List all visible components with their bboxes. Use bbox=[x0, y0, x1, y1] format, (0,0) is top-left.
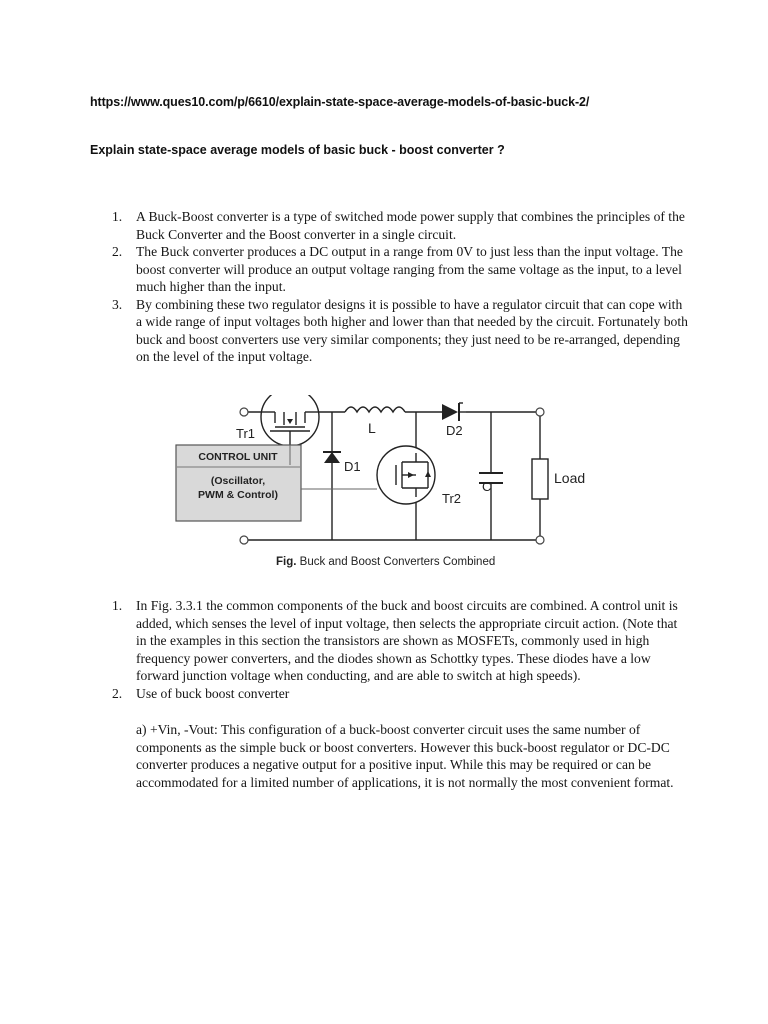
source-url[interactable]: https://www.ques10.com/p/6610/explain-state-space-average-models-of-basic-buck-2/ bbox=[90, 95, 590, 109]
tr2-label: Tr2 bbox=[442, 491, 462, 506]
buck-boost-circuit-diagram bbox=[170, 395, 600, 555]
caption-prefix: Fig. bbox=[276, 556, 297, 568]
list-item-text: By combining these two regulator designs it is possible to have a regulator circuit that can cope with a wide range of input voltages both higher and lower than that needed by the circuit. Fortunately both buck and boost converters use very similar components; they just need to be re-arranged, depending on the level of the input voltage. bbox=[136, 296, 688, 364]
list-item bbox=[90, 208, 690, 243]
capacitor-label: C bbox=[482, 479, 492, 494]
tr1-label: Tr1 bbox=[236, 426, 256, 441]
control-unit-line1: (Oscillator, bbox=[210, 475, 266, 487]
explanation-list bbox=[90, 208, 690, 366]
list-item bbox=[90, 685, 690, 792]
details-list bbox=[90, 597, 690, 791]
control-unit-title: CONTROL UNIT bbox=[198, 451, 278, 463]
list-item bbox=[90, 597, 690, 685]
list-item bbox=[90, 296, 690, 366]
question-heading: Explain state-space average models of basic buck - boost converter ? bbox=[90, 143, 505, 157]
list-number: 2. bbox=[112, 685, 123, 701]
load-label: Load bbox=[554, 470, 586, 486]
d2-label: D2 bbox=[446, 423, 463, 438]
inductor-label: L bbox=[368, 420, 376, 436]
sub-paragraph: a) +Vin, -Vout: This configuration of a buck-boost converter circuit uses the same number of components as the simple buck or boost converters. However this buck-boost regulator or DC-DC converter produces a negative output for a positive input. While this may be required or can be accommodated for a limited number of applications, it is not normally the most convenient format. bbox=[136, 722, 674, 790]
list-item-text: In Fig. 3.3.1 the common components of the buck and boost circuits are combined. A control unit is added, which senses the level of input voltage, then selects the appropriate circuit action. (Note that in the examples in this section the transistors are shown as MOSFETs, commonly used in high frequency power converters, and the diodes shown as Schottky types. These diodes have a low forward junction voltage when conducting, and are able to switch at high speeds). bbox=[136, 598, 678, 683]
list-item-text: Use of buck boost converter bbox=[136, 685, 290, 701]
list-number: 2. bbox=[112, 244, 123, 259]
list-number: 1. bbox=[112, 598, 123, 613]
list-number: 1. bbox=[112, 209, 123, 224]
list-item-text: The Buck converter produces a DC output in a range from 0V to just less than the input voltage. The boost converter will produce an output voltage ranging from the same voltage as the input, to a level much higher than the input. bbox=[136, 244, 683, 294]
figure-caption bbox=[276, 556, 495, 568]
list-number: 3. bbox=[112, 296, 123, 312]
control-unit-line2: PWM & Control) bbox=[198, 489, 278, 501]
d1-label: D1 bbox=[344, 459, 361, 474]
caption-text: Buck and Boost Converters Combined bbox=[296, 556, 496, 568]
list-item bbox=[90, 243, 690, 296]
list-item-text: A Buck-Boost converter is a type of switched mode power supply that combines the principles of the Buck Converter and the Boost converter in a single circuit. bbox=[136, 209, 685, 242]
